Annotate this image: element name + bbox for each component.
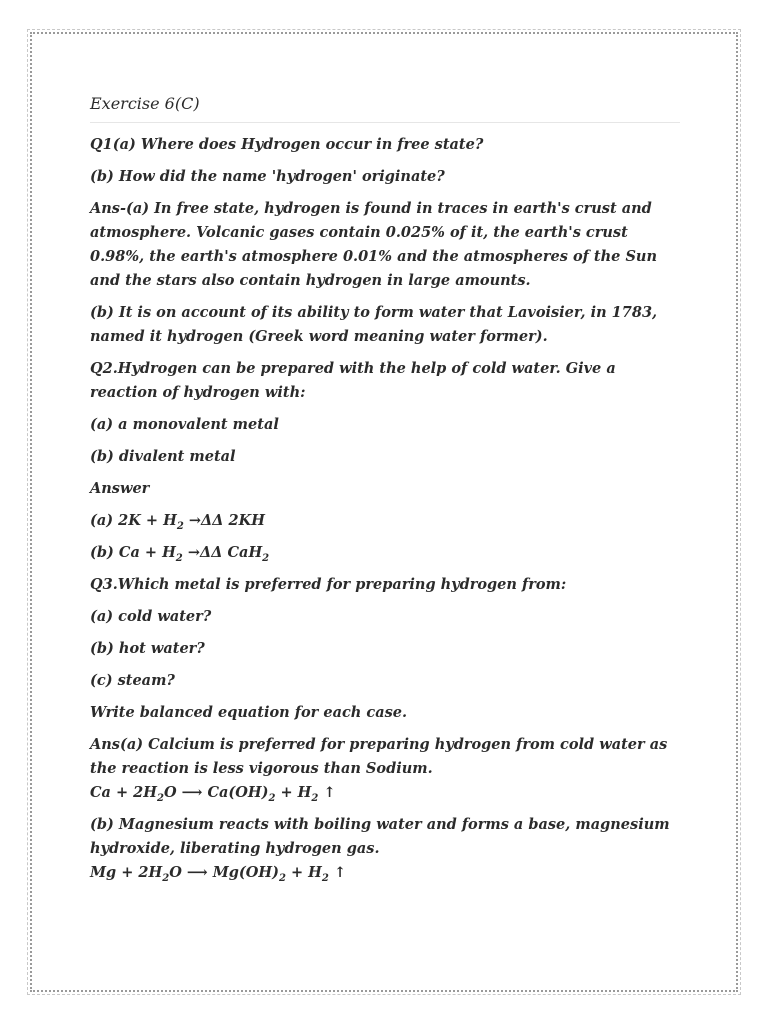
q3-c-option: (c) steam? <box>90 672 175 689</box>
q2-a-answer: (a) $2K + H_2 \to\Delta\Delta$ 2KH <box>90 512 265 532</box>
q3-question: Q3.Which metal is preferred for preparing hydrogen from: <box>90 576 567 593</box>
q3-b-answer <box>90 813 680 885</box>
q2-answer-label: Answer <box>90 480 150 497</box>
q3-b-equation: $Mg + 2H_2O$ ⟶ $Mg(OH)_2 + H_2$ ↑ <box>90 864 347 884</box>
q1-a-question: Q1(a) Where does Hydrogen occur in free state? <box>90 136 484 153</box>
q1-b-question: (b) How did the name 'hydrogen' originate? <box>90 168 445 185</box>
q3-a-answer-text: Ans(a) Calcium is preferred for preparing hydrogen from cold water as the reaction is less vigorous than Sodium. <box>90 736 668 777</box>
exercise-title: Exercise 6(C) <box>90 92 680 123</box>
q3-a-equation: $Ca + 2H_2O$ ⟶ $Ca(OH)_2 + H_2$ ↑ <box>90 784 336 804</box>
q3-a-answer <box>90 733 680 805</box>
q1-b-answer: (b) It is on account of its ability to form water that Lavoisier, in 1783, named it hydrogen (Greek word meaning water former). <box>90 304 658 345</box>
q2-b-answer: (b) $Ca + H_2 \to\Delta\Delta$ CaH$_2$ <box>90 544 270 564</box>
q2-b-option: (b) divalent metal <box>90 448 236 465</box>
q3-a-option: (a) cold water? <box>90 608 212 625</box>
q3-b-option: (b) hot water? <box>90 640 205 657</box>
q2-question: Q2.Hydrogen can be prepared with the help of cold water. Give a reaction of hydrogen with: <box>90 360 616 401</box>
document-content <box>90 92 680 893</box>
q1-a-answer: Ans-(a) In free state, hydrogen is found in traces in earth's crust and atmosphere. Volcanic gases contain 0.025% of it, the earth's crust 0.98%, the earth's atmosphere 0.01% and the atmospheres of the Sun and the stars also contain hydrogen in large amounts. <box>90 200 658 289</box>
q2-a-option: (a) a monovalent metal <box>90 416 279 433</box>
q3-instruction: Write balanced equation for each case. <box>90 704 408 721</box>
q3-b-answer-text: (b) Magnesium reacts with boiling water and forms a base, magnesium hydroxide, liberating hydrogen gas. <box>90 816 670 857</box>
